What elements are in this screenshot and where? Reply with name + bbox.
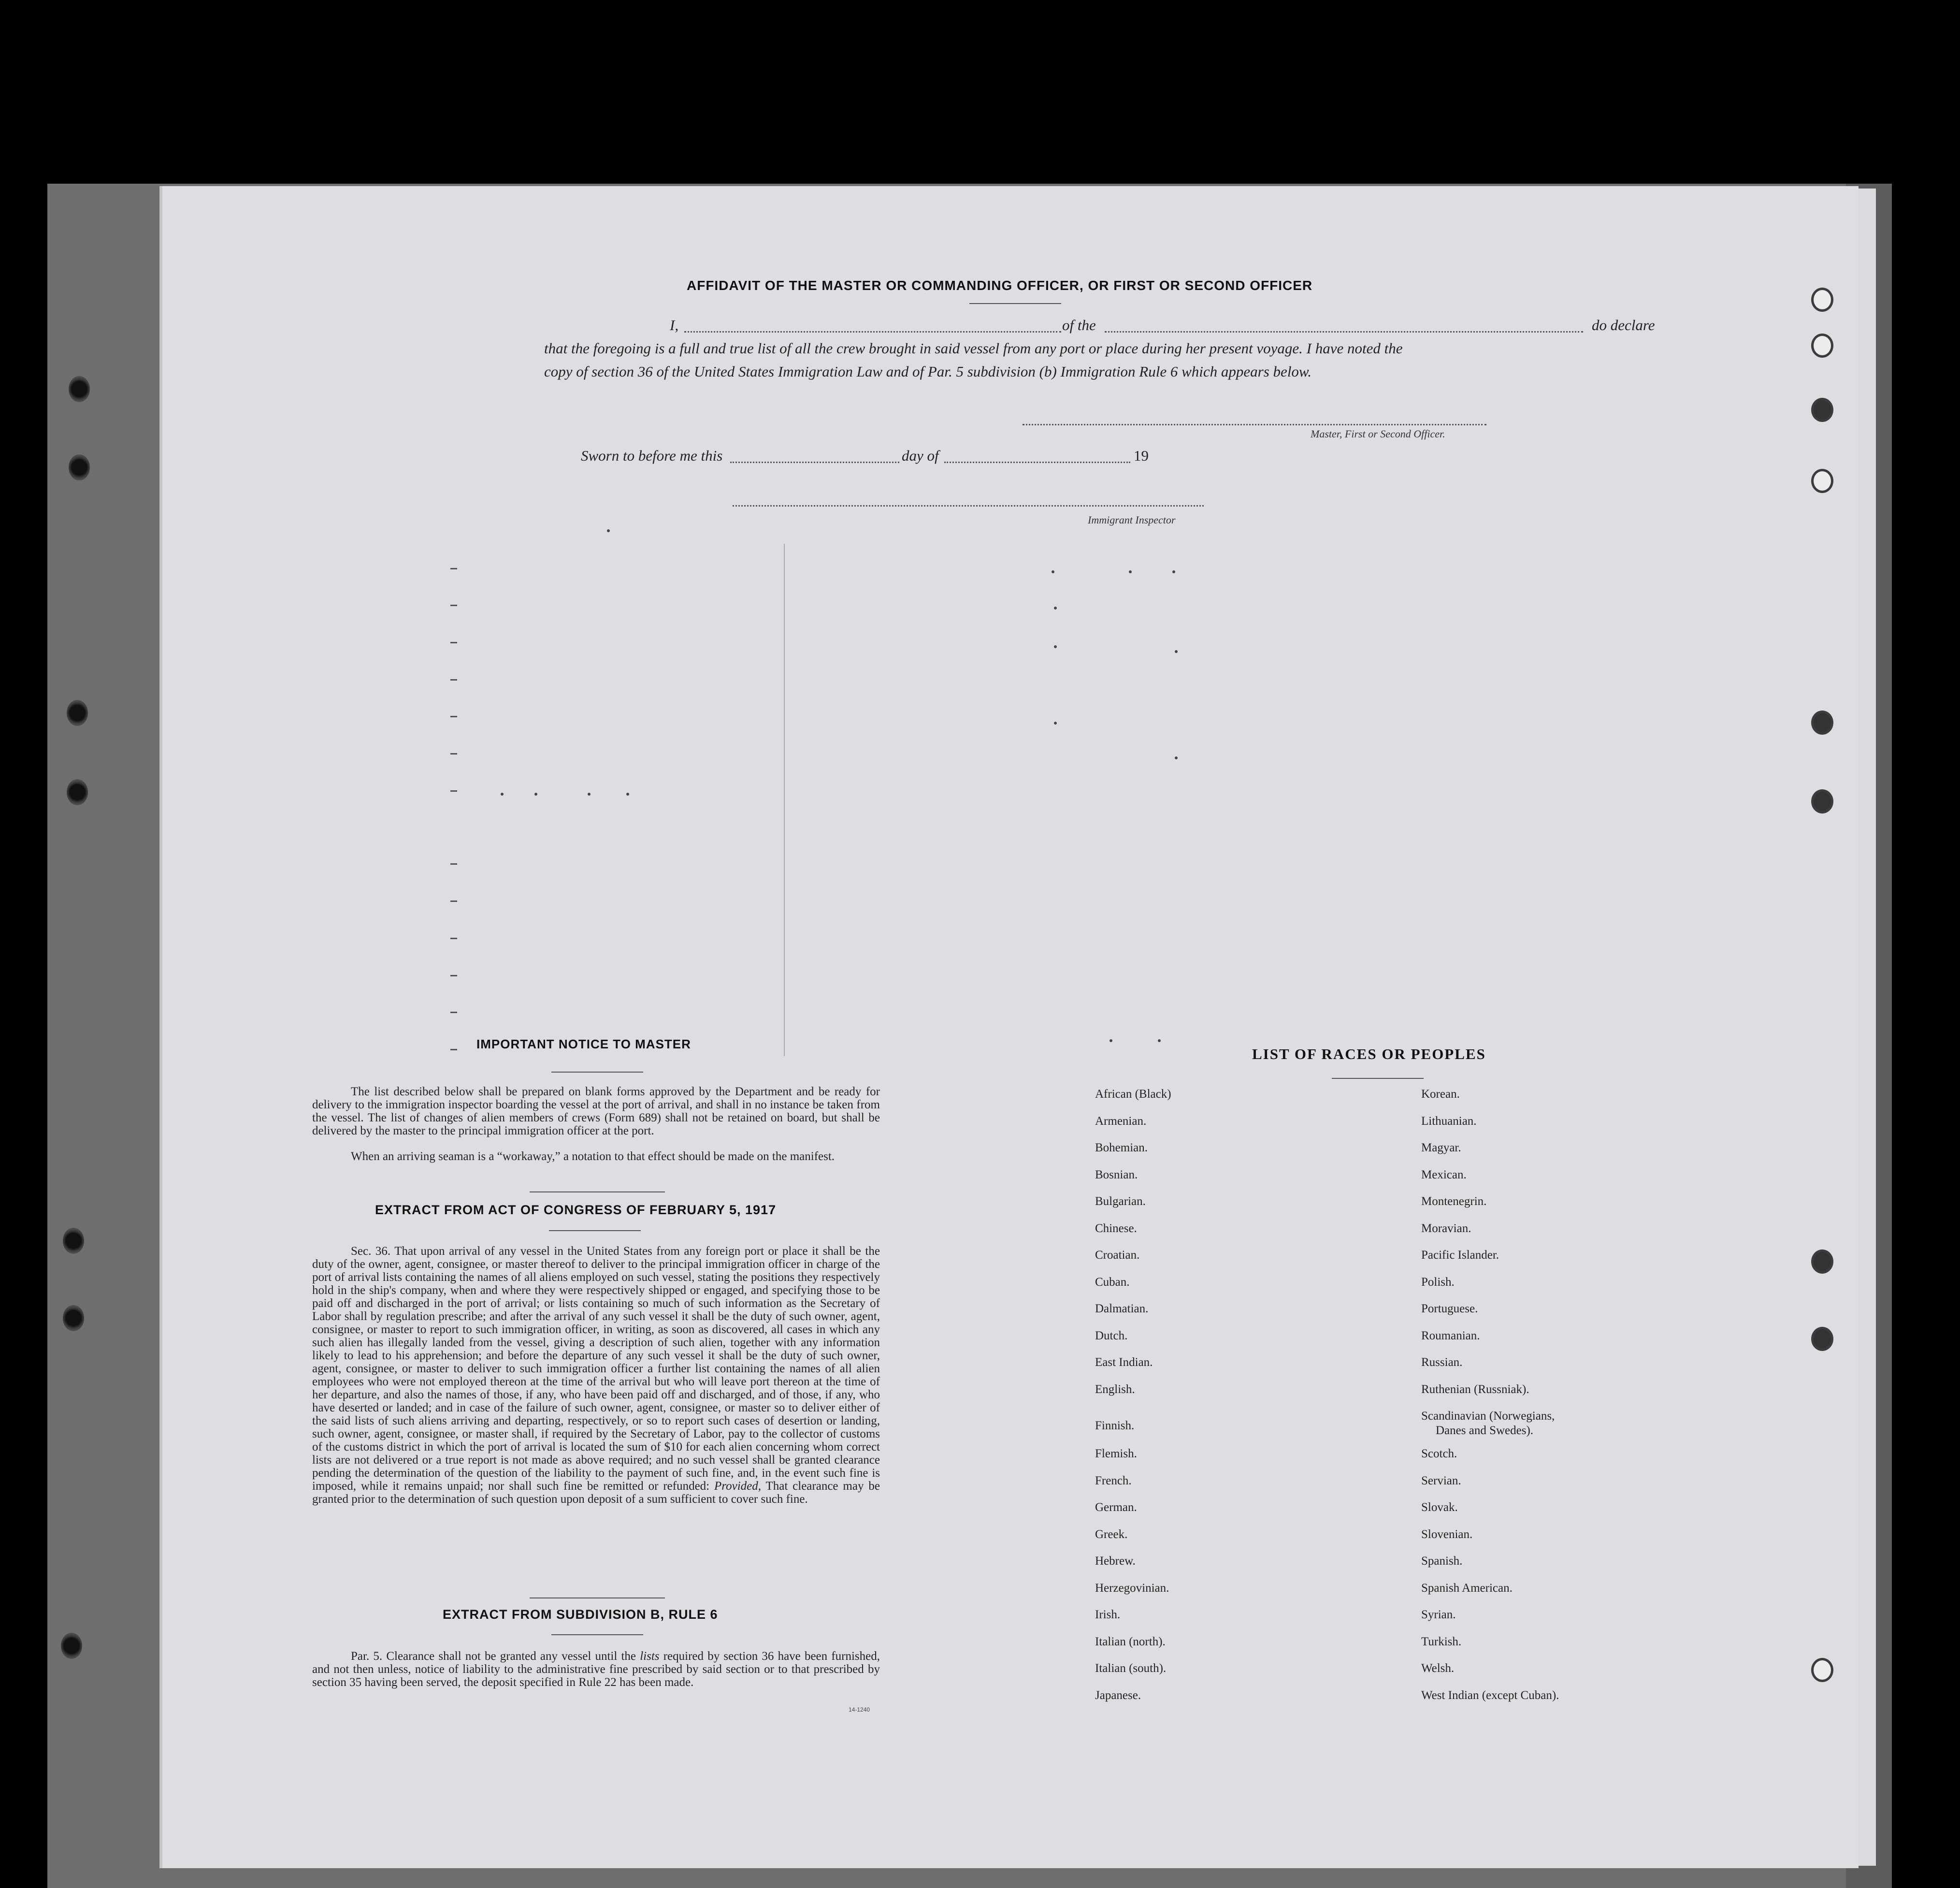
reinforcement-ring	[1811, 789, 1833, 813]
race-item: Moravian.	[1421, 1221, 1471, 1235]
race-item: Spanish.	[1421, 1554, 1463, 1568]
proviso-word: Provided,	[714, 1480, 761, 1493]
margin-tick	[450, 1049, 457, 1050]
race-item: Greek.	[1095, 1527, 1128, 1541]
margin-tick	[450, 679, 457, 681]
race-item: Bosnian.	[1095, 1168, 1138, 1181]
race-item: Hebrew.	[1095, 1554, 1136, 1568]
speck	[1172, 570, 1175, 573]
speck	[626, 793, 629, 796]
margin-tick	[450, 900, 457, 902]
speck	[1175, 756, 1178, 759]
section-label: Sec. 36.	[351, 1245, 391, 1258]
race-item: Scotch.	[1421, 1447, 1457, 1460]
vessel-blank[interactable]	[1105, 331, 1583, 333]
notice-paragraph-1: The list described below shall be prepared on blank forms approved by the Department and be ready for delivery to the immigration inspector boarding the vessel at the port of arrival, and shall in no instance be taken from the vessel. The list of changes of alien members of crews (Form 689) shall not be retained on board, but shall be delivered by the master to the principal immigration officer at the port.	[312, 1085, 880, 1137]
bleed-through-line	[784, 544, 785, 1056]
punch-hole	[67, 779, 88, 805]
race-item: African (Black)	[1095, 1088, 1171, 1101]
rule-extract-title: EXTRACT FROM SUBDIVISION B, RULE 6	[443, 1607, 718, 1622]
margin-tick	[450, 863, 457, 865]
speck	[1054, 722, 1057, 725]
reinforcement-ring	[1811, 288, 1833, 312]
inspector-caption: Immigrant Inspector	[1088, 514, 1176, 526]
race-item: English.	[1095, 1382, 1135, 1396]
race-item: French.	[1095, 1474, 1132, 1487]
sworn-mid: day of	[902, 447, 939, 464]
form-number: 14-1240	[849, 1706, 870, 1713]
race-item-continuation: Danes and Swedes).	[1436, 1424, 1534, 1437]
speck	[588, 793, 591, 796]
margin-tick	[450, 1012, 457, 1013]
races-right-column	[1421, 1087, 1559, 1715]
speck	[534, 793, 537, 796]
margin-tick	[450, 642, 457, 643]
reinforcement-ring	[1811, 1249, 1833, 1274]
race-item: East Indian.	[1095, 1356, 1153, 1369]
race-item: Croatian.	[1095, 1249, 1140, 1262]
punch-hole	[61, 1633, 82, 1659]
race-item: Servian.	[1421, 1474, 1461, 1487]
form-sheet	[159, 186, 1859, 1868]
race-item: Portuguese.	[1421, 1302, 1478, 1315]
master-signature-blank[interactable]	[1023, 424, 1486, 425]
race-item: Armenian.	[1095, 1114, 1147, 1128]
speck	[1054, 607, 1057, 610]
race-item: Dalmatian.	[1095, 1302, 1149, 1315]
divider	[969, 303, 1061, 304]
race-item: Russian.	[1421, 1356, 1463, 1369]
race-item: Dutch.	[1095, 1329, 1128, 1342]
punch-hole	[67, 700, 88, 726]
affidavit-line1-mid: of the	[1062, 317, 1096, 334]
race-item: Lithuanian.	[1421, 1114, 1477, 1128]
races-left-column	[1095, 1087, 1171, 1715]
punch-hole	[63, 1228, 84, 1254]
margin-tick	[450, 790, 457, 792]
race-item: Ruthenian (Russniak).	[1421, 1382, 1529, 1396]
race-item: Japanese.	[1095, 1688, 1141, 1702]
race-item: Syrian.	[1421, 1608, 1456, 1621]
race-item: Mexican.	[1421, 1168, 1467, 1181]
section-body: That upon arrival of any vessel in the United States from any foreign port or place it shall be the duty of the owner, agent, consignee, or master thereof to deliver to the principal immigration officer in charge of the port of arrival lists containing the names of all aliens employed on such vessel, stating the positions they respectively hold in the ship's company, when and where they were respectively shipped or engaged, and specifying those to be paid off and discharged in the port of arrival; or lists containing so much of such information as the Secretary of Labor shall by regulation prescribe; and after the arrival of any such vessel it shall be the duty of such owner, agent, consignee, or master to report to such immigration officer, in writing, as soon as discovered, all cases in which any such alien has illegally landed from the vessel, giving a description of such alien, together with any information likely to lead to his apprehension; and before the departure of any such vessel it shall be the duty of such owner, agent, consignee, or master to deliver to such immigration officer a further list containing the names of all alien employees who were not employed thereon at the time of the arrival but who will leave port thereon at the time of her departure, and also the names of those, if any, who have been paid off and discharged, and of those, if any, who have deserted or landed; and in case of the failure of such owner, agent, consignee, or master so to deliver either of the said lists of such aliens arriving and departing, respectively, or so to report such cases of desertion or landing, such owner, agent, consignee, or master shall, if required by the Secretary of Labor, pay to the collector of customs of the customs district in which the port of arrival is located the sum of $10 for each alien concerning whom correct lists are not delivered or a true report is not made as above required; and no such vessel shall be granted clearance pending the determination of the question of the liability to the payment of such fine, and, in the event such fine is imposed, while it remains unpaid; nor shall such fine be remitted or refunded:	[312, 1245, 880, 1493]
race-item: Bulgarian.	[1095, 1195, 1146, 1208]
divider	[551, 1072, 643, 1073]
margin-tick	[450, 975, 457, 976]
race-item: Montenegrin.	[1421, 1195, 1487, 1208]
speck	[501, 793, 504, 796]
race-item: Chinese.	[1095, 1221, 1137, 1235]
par-5-end: required by section 36 have been furnished, and not then unless, notice of liability to the administrative fine prescribed by said section or to that prescribed by section 35 having been served, the deposit specified in Rule 22 has been made.	[312, 1650, 880, 1689]
sworn-day-blank[interactable]	[730, 462, 899, 463]
race-item: Turkish.	[1421, 1635, 1462, 1648]
race-item: Finnish.	[1095, 1419, 1135, 1432]
sworn-start: Sworn to before me this	[581, 447, 723, 464]
race-item: Welsh.	[1421, 1662, 1455, 1675]
speck	[1129, 570, 1132, 573]
speck	[1175, 650, 1178, 653]
punch-hole	[63, 1305, 84, 1331]
act-extract-title: EXTRACT FROM ACT OF CONGRESS OF FEBRUARY 5, 1917	[375, 1203, 777, 1217]
race-item: Italian (north).	[1095, 1635, 1166, 1648]
race-item: Cuban.	[1095, 1275, 1130, 1289]
race-item: Irish.	[1095, 1608, 1121, 1621]
lists-word: lists	[640, 1650, 660, 1663]
signature-caption: Master, First or Second Officer.	[1311, 428, 1445, 440]
divider	[1332, 1078, 1424, 1079]
margin-tick	[450, 605, 457, 606]
race-item: Roumanian.	[1421, 1329, 1480, 1342]
sworn-year: 19	[1134, 447, 1149, 464]
race-item: Korean.	[1421, 1088, 1460, 1101]
race-item: Italian (south).	[1095, 1662, 1167, 1675]
affidavit-line2: that the foregoing is a full and true list of all the crew brought in said vessel from any port or place during her present voyage. I have noted the	[544, 340, 1403, 357]
race-item: Pacific Islander.	[1421, 1249, 1499, 1262]
section-body-end: That clearance may be granted prior to the determination of such question upon deposit of a sum sufficient to cover such fine.	[312, 1480, 880, 1506]
speck	[1052, 570, 1054, 573]
speck	[1158, 1039, 1161, 1042]
reinforcement-ring	[1811, 711, 1833, 735]
reinforcement-ring	[1811, 1327, 1833, 1351]
race-item: Bohemian.	[1095, 1141, 1148, 1154]
race-item: Scandinavian (Norwegians, Danes and Swedes).	[1421, 1409, 1559, 1447]
reinforcement-ring	[1811, 398, 1833, 422]
divider	[530, 1191, 665, 1192]
speck	[607, 529, 610, 532]
punch-hole	[69, 376, 90, 402]
notice-paragraph-2: When an arriving seaman is a “workaway,” a notation to that effect should be made on the manifest.	[351, 1150, 835, 1163]
par-5-text	[312, 1650, 880, 1689]
race-item: Slovenian.	[1421, 1527, 1473, 1541]
race-item: Flemish.	[1095, 1447, 1137, 1460]
section-36-text	[312, 1245, 880, 1506]
speck	[1110, 1039, 1112, 1042]
affidavit-line3: copy of section 36 of the United States Immigration Law and of Par. 5 subdivision (b) Immigration Rule 6 which appears below.	[544, 363, 1312, 380]
reinforcement-ring	[1811, 334, 1833, 358]
race-item: Spanish American.	[1421, 1581, 1513, 1595]
race-item: Polish.	[1421, 1275, 1455, 1289]
notice-title: IMPORTANT NOTICE TO MASTER	[476, 1037, 691, 1051]
margin-tick	[450, 753, 457, 755]
par-5-start: Par. 5. Clearance shall not be granted any vessel until the	[351, 1650, 636, 1663]
margin-tick	[450, 716, 457, 717]
affidavit-line1-start: I,	[670, 317, 679, 334]
reinforcement-ring	[1811, 469, 1833, 493]
margin-tick	[450, 568, 457, 569]
divider	[551, 1634, 643, 1635]
race-item: Slovak.	[1421, 1501, 1458, 1514]
races-title: LIST OF RACES OR PEOPLES	[1252, 1046, 1486, 1062]
sworn-month-blank[interactable]	[944, 462, 1130, 463]
punch-hole	[69, 454, 90, 480]
name-blank[interactable]	[684, 331, 1061, 333]
race-item: West Indian (except Cuban).	[1421, 1688, 1559, 1702]
speck	[1054, 645, 1057, 648]
inspector-signature-blank[interactable]	[733, 505, 1204, 507]
race-item: Herzegovinian.	[1095, 1581, 1169, 1595]
race-item: Magyar.	[1421, 1141, 1461, 1154]
divider	[549, 1230, 641, 1231]
affidavit-line1-end: do declare	[1592, 317, 1655, 334]
race-item: German.	[1095, 1501, 1137, 1514]
reinforcement-ring	[1811, 1658, 1833, 1682]
margin-tick	[450, 938, 457, 939]
affidavit-title: AFFIDAVIT OF THE MASTER OR COMMANDING OFFICER, OR FIRST OR SECOND OFFICER	[687, 278, 1313, 293]
